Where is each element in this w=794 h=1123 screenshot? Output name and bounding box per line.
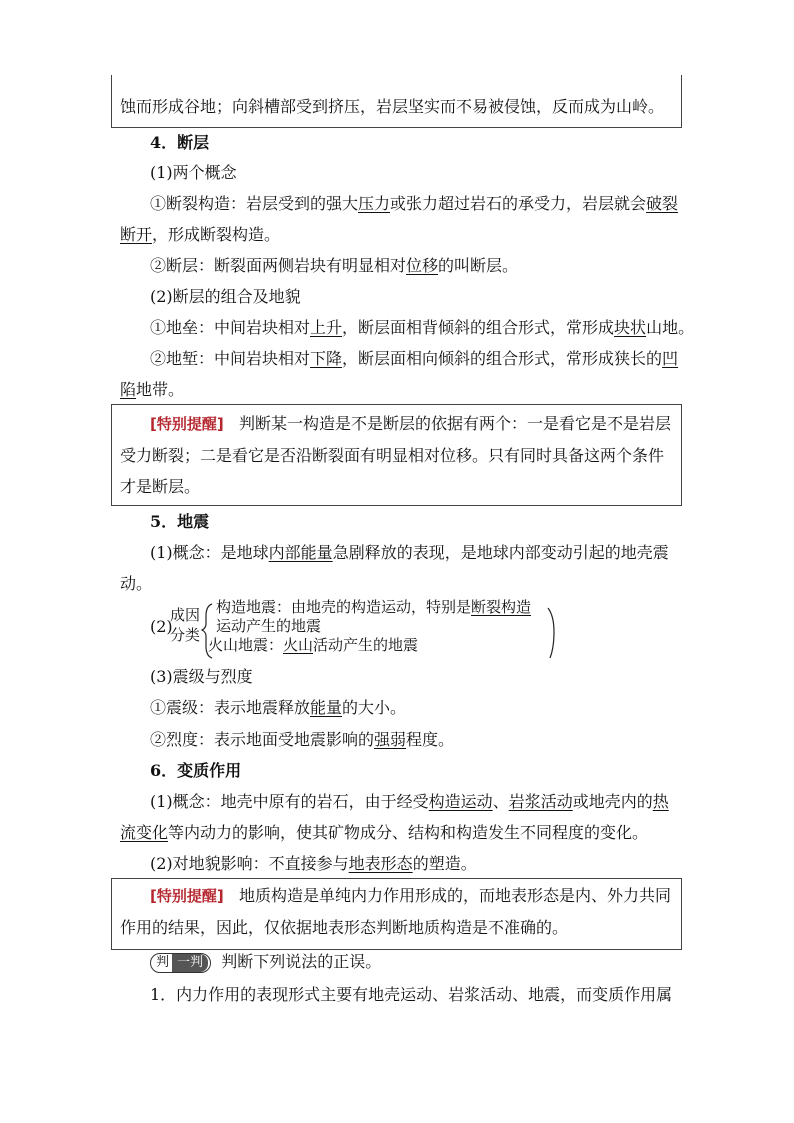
sub-heading-concepts: (1)两个概念 bbox=[150, 163, 237, 182]
fault-structure-line2: 断开，形成断裂构造。 bbox=[120, 225, 281, 244]
metamorphism-landform-line: (2)对地貌影响：不直接参与地表形态的塑造。 bbox=[150, 854, 477, 873]
section-5-heading: 5．地震 bbox=[150, 512, 210, 531]
special-reminder-tag: [特别提醒] bbox=[150, 887, 224, 905]
graben-line1: ②地堑：中间岩块相对下降，断层面相向倾斜的组合形式，常形成狭长的凹 bbox=[150, 349, 679, 368]
judge-line: 判 一判 判断下列说法的正误。 bbox=[150, 952, 381, 973]
tectonic-earthquake-line2: 运动产生的地震 bbox=[216, 617, 322, 635]
cause-label-2: 分类 bbox=[170, 626, 201, 644]
magnitude-line: ①震级：表示地震释放能量的大小。 bbox=[150, 698, 407, 717]
earthquake-concept-line2: 动。 bbox=[120, 574, 153, 593]
tectonic-earthquake-line1: 构造地震：由地壳的构造运动，特别是断裂构造 bbox=[216, 598, 532, 616]
section-4-heading: 4．断层 bbox=[150, 133, 210, 152]
metamorphism-concept-line2: 流变化等内动力的影响，使其矿物成分、结构和构造发生不同程度的变化。 bbox=[120, 823, 649, 842]
intensity-line: ②烈度：表示地面受地震影响的强弱程度。 bbox=[150, 730, 455, 749]
note1-line1: [特别提醒] 判断某一构造是不是断层的依据有两个：一是看它是不是岩层 bbox=[150, 414, 671, 433]
cause-label-1: 成因 bbox=[170, 606, 201, 624]
continued-text: 蚀而形成谷地；向斜槽部受到挤压，岩层坚实而不易被侵蚀，反而成为山岭。 bbox=[120, 97, 665, 116]
note1-line3: 才是断层。 bbox=[120, 477, 201, 496]
volcanic-earthquake-line: 火山地震：火山活动产生的地震 bbox=[208, 636, 419, 654]
section-6-heading: 6．变质作用 bbox=[150, 761, 242, 780]
horst-line: ①地垒：中间岩块相对上升，断层面相背倾斜的组合形式，常形成块状山地。 bbox=[150, 318, 695, 337]
sub-heading-combination: (2)断层的组合及地貌 bbox=[150, 287, 301, 306]
earthquake-concept-line1: (1)概念：是地球内部能量急剧释放的表现，是地球内部变动引起的地壳震 bbox=[150, 543, 669, 562]
note2-line2: 作用的结果，因此，仅依据地表形态判断地质构造是不准确的。 bbox=[120, 918, 569, 937]
graben-line2: 陷地带。 bbox=[120, 380, 185, 399]
sub-heading-scale: (3)震级与烈度 bbox=[150, 667, 253, 686]
fault-structure-line1: ①断裂构造：岩层受到的强大压力或张力超过岩石的承受力，岩层就会破裂 bbox=[150, 194, 679, 213]
fault-definition: ②断层：断裂面两侧岩块有明显相对位移的叫断层。 bbox=[150, 256, 519, 275]
note1-line2: 受力断裂；二是看它是否沿断裂面有明显相对位移。只有同时具备这两个条件 bbox=[120, 446, 665, 465]
note2-line1: [特别提醒] 地质构造是单纯内力作用形成的，而地表形态是内、外力共同 bbox=[150, 886, 671, 905]
metamorphism-concept-line1: (1)概念：地壳中原有的岩石，由于经受构造运动、岩浆活动或地壳内的热 bbox=[150, 792, 669, 811]
judge-badge: 判 一判 bbox=[150, 953, 211, 973]
earthquake-cause-diagram bbox=[150, 596, 570, 660]
cause-label-num: (2) bbox=[150, 617, 173, 636]
special-reminder-tag: [特别提醒] bbox=[150, 415, 224, 433]
question-1: 1．内力作用的表现形式主要有地壳运动、岩浆活动、地震，而变质作用属 bbox=[150, 985, 673, 1004]
